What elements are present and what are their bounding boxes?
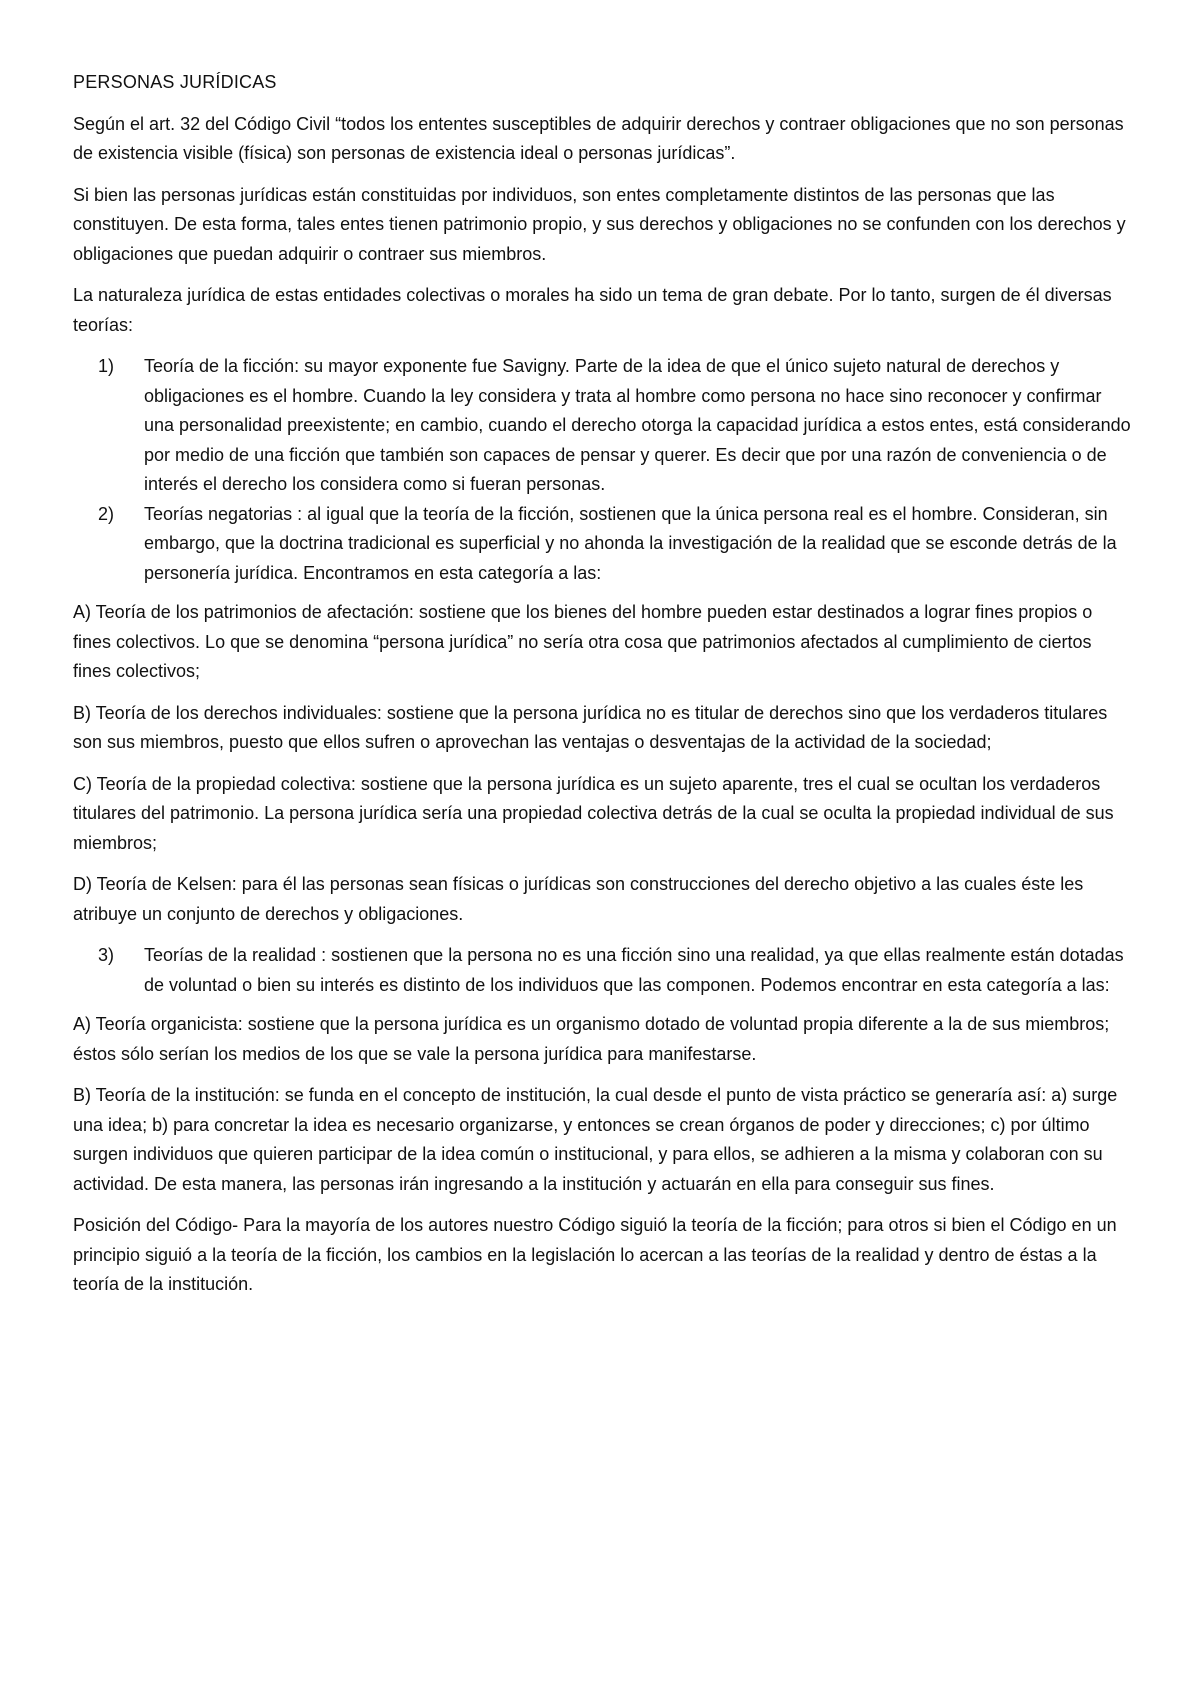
list-text: Teorías de la realidad : sostienen que la persona no es una ficción sino una realidad, ya que ellas realmente están dotadas de voluntad o bien su interés es distinto de los individuos que las componen. Podemos encontrar en esta categoría a las: [144, 945, 1124, 995]
paragraph-naturaleza: La naturaleza jurídica de estas entidades colectivas o morales ha sido un tema de gran debate. Por lo tanto, surgen de él diversas teorías: [73, 285, 1112, 335]
paragraph-realidad-b: B) Teoría de la institución: se funda en el concepto de institución, la cual desde el punto de vista práctico se generaría así: a) surge una idea; b) para concretar la idea es necesario organizarse, y entonces se crean órganos de poder y direcciones; c) por último surgen individuos que quieren participar de la idea común o institucional, y para ellos, se adhieren a la misma y colaboran con su actividad. De esta manera, las personas irán ingresando a la institución y actuarán en ella para conseguir sus fines. [73, 1085, 1118, 1194]
paragraph-negatoria-b: B) Teoría de los derechos individuales: sostiene que la persona jurídica no es titular de derechos sino que los verdaderos titulares son sus miembros, puesto que ellos sufren o aprovechan las ventajas o desventajas de la actividad de la sociedad; [73, 702, 1108, 752]
theories-list [73, 352, 1131, 588]
document-title: PERSONAS JURÍDICAS [73, 72, 277, 92]
list-number: 1) [98, 356, 115, 376]
paragraph-negatoria-d: D) Teoría de Kelsen: para él las personas sean físicas o jurídicas son construcciones del derecho objetivo a las cuales éste les atribuye un conjunto de derechos y obligaciones. [73, 874, 1084, 924]
paragraph-entes: Si bien las personas jurídicas están constituidas por individuos, son entes completamente distintos de las personas que las constituyen. De esta forma, tales entes tienen patrimonio propio, y sus derechos y obligaciones no se confunden con los derechos y obligaciones que puedan adquirir o contraer sus miembros. [73, 184, 1126, 264]
paragraph-negatoria-c: C) Teoría de la propiedad colectiva: sostiene que la persona jurídica es un sujeto aparente, tres el cual se ocultan los verdaderos titulares del patrimonio. La persona jurídica sería una propiedad colectiva detrás de la cual se oculta la propiedad individual de sus miembros; [73, 773, 1114, 853]
paragraph-negatoria-a: A) Teoría de los patrimonios de afectación: sostiene que los bienes del hombre pueden estar destinados a lograr fines propios o fines colectivos. Lo que se denomina “persona jurídica” no sería otra cosa que patrimonios afectados al cumplimiento de ciertos fines colectivos; [73, 602, 1093, 681]
paragraph-conclusion: Posición del Código- Para la mayoría de los autores nuestro Código siguió la teoría de la ficción; para otros si bien el Código en un principio siguió a la teoría de la ficción, los cambios en la legislación lo acercan a las teorías de la realidad y dentro de éstas a la teoría de la institución. [73, 1215, 1117, 1294]
list-item [73, 352, 1131, 500]
list-item [73, 941, 1131, 1000]
list-text: Teorías negatorias : al igual que la teoría de la ficción, sostienen que la única persona real es el hombre. Consideran, sin embargo, que la doctrina tradicional es superficial y no ahonda la investigación de la realidad que se esconde detrás de la personería jurídica. Encontramos en esta categoría a las: [144, 503, 1117, 583]
intro-paragraph: Según el art. 32 del Código Civil “todos los ententes susceptibles de adquirir derechos y contraer obligaciones que no son personas de existencia visible (física) son personas de existencia ideal o personas jurídicas”. [73, 113, 1124, 163]
list-item [73, 500, 1131, 589]
list-number: 2) [98, 503, 115, 524]
paragraph-realidad-a: A) Teoría organicista: sostiene que la persona jurídica es un organismo dotado de voluntad propia diferente a la de sus miembros; éstos sólo serían los medios de los que se vale la persona jurídica para manifestarse. [73, 1014, 1110, 1064]
theories-list-continued [73, 941, 1131, 1000]
list-number: 3) [98, 945, 115, 965]
list-text: Teoría de la ficción: su mayor exponente fue Savigny. Parte de la idea de que el único sujeto natural de derechos y obligaciones es el hombre. Cuando la ley considera y trata al hombre como persona no hace sino reconocer y confirmar una personalidad preexistente; en cambio, cuando el derecho otorga la capacidad jurídica a estos entes, está considerando por medio de una ficción que también son capaces de pensar y querer. Es decir que por una razón de conveniencia o de interés el derecho los considera como si fueran personas. [144, 356, 1131, 494]
document-page [73, 68, 1131, 1312]
